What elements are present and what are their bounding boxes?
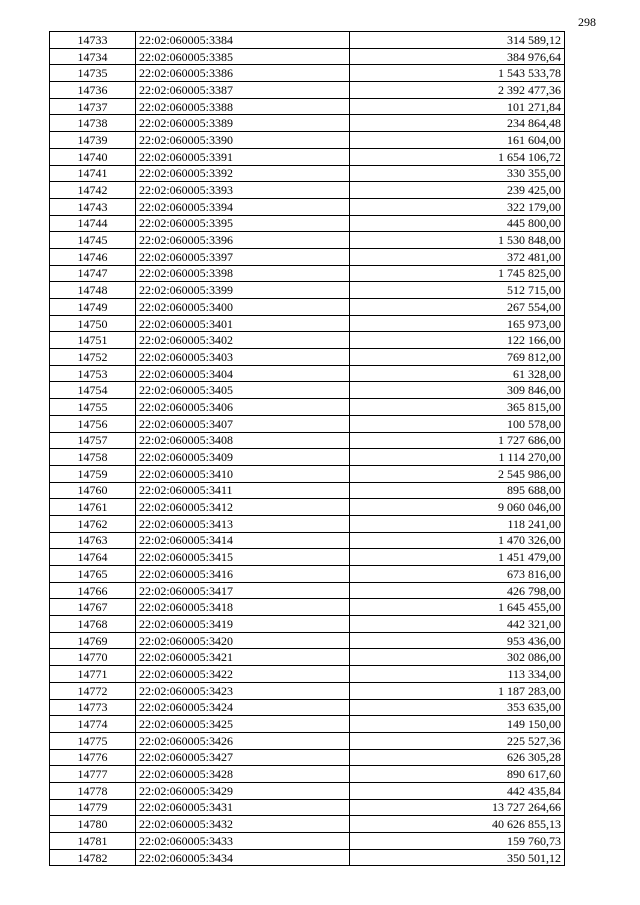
row-number-cell: 14745 [50, 232, 136, 249]
cadastral-value-cell: 442 435,84 [350, 782, 565, 799]
row-number-cell: 14752 [50, 349, 136, 366]
cadastral-value-cell: 330 355,00 [350, 165, 565, 182]
table-row [50, 432, 565, 449]
cadastral-number-cell: 22:02:060005:3429 [136, 782, 350, 799]
cadastral-number-cell: 22:02:060005:3396 [136, 232, 350, 249]
table-row [50, 65, 565, 82]
cadastral-value-table [49, 31, 565, 866]
cadastral-number-cell: 22:02:060005:3433 [136, 833, 350, 850]
cadastral-number-cell: 22:02:060005:3404 [136, 365, 350, 382]
row-number-cell: 14775 [50, 732, 136, 749]
table-row [50, 115, 565, 132]
cadastral-number-cell: 22:02:060005:3393 [136, 182, 350, 199]
cadastral-number-cell: 22:02:060005:3414 [136, 532, 350, 549]
cadastral-value-cell: 2 392 477,36 [350, 82, 565, 99]
row-number-cell: 14743 [50, 198, 136, 215]
cadastral-number-cell: 22:02:060005:3431 [136, 799, 350, 816]
row-number-cell: 14782 [50, 849, 136, 866]
cadastral-number-cell: 22:02:060005:3424 [136, 699, 350, 716]
cadastral-value-cell: 1 114 270,00 [350, 449, 565, 466]
cadastral-value-cell: 101 271,84 [350, 98, 565, 115]
cadastral-number-cell: 22:02:060005:3425 [136, 716, 350, 733]
cadastral-number-cell: 22:02:060005:3394 [136, 198, 350, 215]
cadastral-value-cell: 384 976,64 [350, 48, 565, 65]
table-row [50, 499, 565, 516]
cadastral-value-cell: 673 816,00 [350, 566, 565, 583]
row-number-cell: 14780 [50, 816, 136, 833]
cadastral-number-cell: 22:02:060005:3412 [136, 499, 350, 516]
cadastral-value-cell: 1 543 533,78 [350, 65, 565, 82]
cadastral-value-cell: 372 481,00 [350, 248, 565, 265]
row-number-cell: 14741 [50, 165, 136, 182]
row-number-cell: 14735 [50, 65, 136, 82]
row-number-cell: 14740 [50, 148, 136, 165]
cadastral-value-cell: 322 179,00 [350, 198, 565, 215]
cadastral-number-cell: 22:02:060005:3411 [136, 482, 350, 499]
cadastral-value-cell: 61 328,00 [350, 365, 565, 382]
row-number-cell: 14778 [50, 782, 136, 799]
row-number-cell: 14746 [50, 248, 136, 265]
cadastral-number-cell: 22:02:060005:3397 [136, 248, 350, 265]
row-number-cell: 14770 [50, 649, 136, 666]
cadastral-number-cell: 22:02:060005:3401 [136, 315, 350, 332]
cadastral-number-cell: 22:02:060005:3384 [136, 32, 350, 49]
cadastral-number-cell: 22:02:060005:3423 [136, 682, 350, 699]
row-number-cell: 14736 [50, 82, 136, 99]
cadastral-value-cell: 165 973,00 [350, 315, 565, 332]
cadastral-value-cell: 239 425,00 [350, 182, 565, 199]
table-row [50, 666, 565, 683]
row-number-cell: 14763 [50, 532, 136, 549]
cadastral-number-cell: 22:02:060005:3427 [136, 749, 350, 766]
table-row [50, 682, 565, 699]
cadastral-number-cell: 22:02:060005:3395 [136, 215, 350, 232]
row-number-cell: 14772 [50, 682, 136, 699]
cadastral-number-cell: 22:02:060005:3434 [136, 849, 350, 866]
row-number-cell: 14753 [50, 365, 136, 382]
row-number-cell: 14737 [50, 98, 136, 115]
cadastral-value-cell: 122 166,00 [350, 332, 565, 349]
cadastral-number-cell: 22:02:060005:3407 [136, 415, 350, 432]
cadastral-number-cell: 22:02:060005:3387 [136, 82, 350, 99]
row-number-cell: 14738 [50, 115, 136, 132]
row-number-cell: 14734 [50, 48, 136, 65]
row-number-cell: 14733 [50, 32, 136, 49]
cadastral-number-cell: 22:02:060005:3403 [136, 349, 350, 366]
table-row [50, 716, 565, 733]
cadastral-value-cell: 626 305,28 [350, 749, 565, 766]
row-number-cell: 14781 [50, 833, 136, 850]
row-number-cell: 14764 [50, 549, 136, 566]
table-row [50, 415, 565, 432]
table-row [50, 799, 565, 816]
cadastral-value-cell: 1 187 283,00 [350, 682, 565, 699]
cadastral-number-cell: 22:02:060005:3392 [136, 165, 350, 182]
table-row [50, 132, 565, 149]
table-row [50, 549, 565, 566]
table-row [50, 649, 565, 666]
cadastral-value-cell: 40 626 855,13 [350, 816, 565, 833]
cadastral-number-cell: 22:02:060005:3419 [136, 616, 350, 633]
row-number-cell: 14774 [50, 716, 136, 733]
table-row [50, 148, 565, 165]
table-row [50, 566, 565, 583]
table-row [50, 265, 565, 282]
cadastral-value-cell: 445 800,00 [350, 215, 565, 232]
cadastral-value-cell: 953 436,00 [350, 632, 565, 649]
row-number-cell: 14766 [50, 582, 136, 599]
cadastral-value-cell: 895 688,00 [350, 482, 565, 499]
cadastral-number-cell: 22:02:060005:3406 [136, 399, 350, 416]
cadastral-value-cell: 2 545 986,00 [350, 465, 565, 482]
table-row [50, 816, 565, 833]
row-number-cell: 14744 [50, 215, 136, 232]
cadastral-value-cell: 113 334,00 [350, 666, 565, 683]
cadastral-number-cell: 22:02:060005:3399 [136, 282, 350, 299]
page-number: 298 [578, 15, 596, 29]
table-row [50, 248, 565, 265]
table-row [50, 515, 565, 532]
cadastral-number-cell: 22:02:060005:3385 [136, 48, 350, 65]
cadastral-value-cell: 161 604,00 [350, 132, 565, 149]
cadastral-number-cell: 22:02:060005:3386 [136, 65, 350, 82]
table-row [50, 282, 565, 299]
row-number-cell: 14750 [50, 315, 136, 332]
cadastral-value-cell: 890 617,60 [350, 766, 565, 783]
table-row [50, 315, 565, 332]
table-row [50, 182, 565, 199]
cadastral-value-cell: 769 812,00 [350, 349, 565, 366]
cadastral-value-cell: 9 060 046,00 [350, 499, 565, 516]
cadastral-value-cell: 1 654 106,72 [350, 148, 565, 165]
row-number-cell: 14748 [50, 282, 136, 299]
row-number-cell: 14762 [50, 515, 136, 532]
row-number-cell: 14767 [50, 599, 136, 616]
cadastral-value-cell: 314 589,12 [350, 32, 565, 49]
table-row [50, 582, 565, 599]
cadastral-value-cell: 118 241,00 [350, 515, 565, 532]
table-row [50, 599, 565, 616]
cadastral-value-cell: 1 745 825,00 [350, 265, 565, 282]
table-row [50, 215, 565, 232]
cadastral-number-cell: 22:02:060005:3428 [136, 766, 350, 783]
table-row [50, 332, 565, 349]
cadastral-value-cell: 267 554,00 [350, 299, 565, 316]
cadastral-number-cell: 22:02:060005:3415 [136, 549, 350, 566]
row-number-cell: 14754 [50, 382, 136, 399]
table-row [50, 198, 565, 215]
row-number-cell: 14760 [50, 482, 136, 499]
row-number-cell: 14768 [50, 616, 136, 633]
cadastral-number-cell: 22:02:060005:3398 [136, 265, 350, 282]
cadastral-value-cell: 426 798,00 [350, 582, 565, 599]
cadastral-value-cell: 512 715,00 [350, 282, 565, 299]
cadastral-number-cell: 22:02:060005:3416 [136, 566, 350, 583]
table-row [50, 165, 565, 182]
cadastral-number-cell: 22:02:060005:3420 [136, 632, 350, 649]
table-row [50, 465, 565, 482]
row-number-cell: 14761 [50, 499, 136, 516]
cadastral-number-cell: 22:02:060005:3422 [136, 666, 350, 683]
table-row [50, 532, 565, 549]
row-number-cell: 14759 [50, 465, 136, 482]
cadastral-value-cell: 309 846,00 [350, 382, 565, 399]
cadastral-value-cell: 365 815,00 [350, 399, 565, 416]
cadastral-value-cell: 225 527,36 [350, 732, 565, 749]
row-number-cell: 14769 [50, 632, 136, 649]
table-row [50, 98, 565, 115]
row-number-cell: 14776 [50, 749, 136, 766]
cadastral-value-cell: 1 530 848,00 [350, 232, 565, 249]
cadastral-value-cell: 1 451 479,00 [350, 549, 565, 566]
row-number-cell: 14777 [50, 766, 136, 783]
cadastral-number-cell: 22:02:060005:3426 [136, 732, 350, 749]
table-row [50, 382, 565, 399]
cadastral-number-cell: 22:02:060005:3413 [136, 515, 350, 532]
table-row [50, 749, 565, 766]
row-number-cell: 14739 [50, 132, 136, 149]
row-number-cell: 14756 [50, 415, 136, 432]
table-row [50, 833, 565, 850]
table-row [50, 299, 565, 316]
cadastral-value-cell: 353 635,00 [350, 699, 565, 716]
row-number-cell: 14765 [50, 566, 136, 583]
cadastral-value-cell: 234 864,48 [350, 115, 565, 132]
table-row [50, 232, 565, 249]
table-row [50, 48, 565, 65]
row-number-cell: 14757 [50, 432, 136, 449]
cadastral-number-cell: 22:02:060005:3390 [136, 132, 350, 149]
table-row [50, 732, 565, 749]
table-row [50, 632, 565, 649]
cadastral-value-cell: 1 645 455,00 [350, 599, 565, 616]
table-row [50, 766, 565, 783]
cadastral-number-cell: 22:02:060005:3408 [136, 432, 350, 449]
table-row [50, 849, 565, 866]
cadastral-number-cell: 22:02:060005:3417 [136, 582, 350, 599]
table-row [50, 32, 565, 49]
table-row [50, 782, 565, 799]
cadastral-value-cell: 1 727 686,00 [350, 432, 565, 449]
cadastral-number-cell: 22:02:060005:3409 [136, 449, 350, 466]
table-row [50, 449, 565, 466]
cadastral-number-cell: 22:02:060005:3389 [136, 115, 350, 132]
cadastral-value-cell: 350 501,12 [350, 849, 565, 866]
cadastral-number-cell: 22:02:060005:3391 [136, 148, 350, 165]
cadastral-number-cell: 22:02:060005:3405 [136, 382, 350, 399]
cadastral-number-cell: 22:02:060005:3400 [136, 299, 350, 316]
row-number-cell: 14779 [50, 799, 136, 816]
row-number-cell: 14751 [50, 332, 136, 349]
table-row [50, 482, 565, 499]
cadastral-value-cell: 302 086,00 [350, 649, 565, 666]
cadastral-number-cell: 22:02:060005:3432 [136, 816, 350, 833]
table-row [50, 82, 565, 99]
row-number-cell: 14742 [50, 182, 136, 199]
row-number-cell: 14755 [50, 399, 136, 416]
cadastral-value-cell: 13 727 264,66 [350, 799, 565, 816]
table-row [50, 699, 565, 716]
cadastral-number-cell: 22:02:060005:3410 [136, 465, 350, 482]
table-row [50, 399, 565, 416]
row-number-cell: 14747 [50, 265, 136, 282]
cadastral-number-cell: 22:02:060005:3418 [136, 599, 350, 616]
row-number-cell: 14758 [50, 449, 136, 466]
cadastral-value-cell: 442 321,00 [350, 616, 565, 633]
cadastral-number-cell: 22:02:060005:3402 [136, 332, 350, 349]
row-number-cell: 14773 [50, 699, 136, 716]
table-row [50, 616, 565, 633]
row-number-cell: 14749 [50, 299, 136, 316]
cadastral-value-cell: 1 470 326,00 [350, 532, 565, 549]
table-row [50, 365, 565, 382]
cadastral-number-cell: 22:02:060005:3421 [136, 649, 350, 666]
table-body [50, 32, 565, 866]
table-row [50, 349, 565, 366]
row-number-cell: 14771 [50, 666, 136, 683]
cadastral-value-cell: 100 578,00 [350, 415, 565, 432]
cadastral-value-cell: 149 150,00 [350, 716, 565, 733]
cadastral-value-cell: 159 760,73 [350, 833, 565, 850]
cadastral-number-cell: 22:02:060005:3388 [136, 98, 350, 115]
